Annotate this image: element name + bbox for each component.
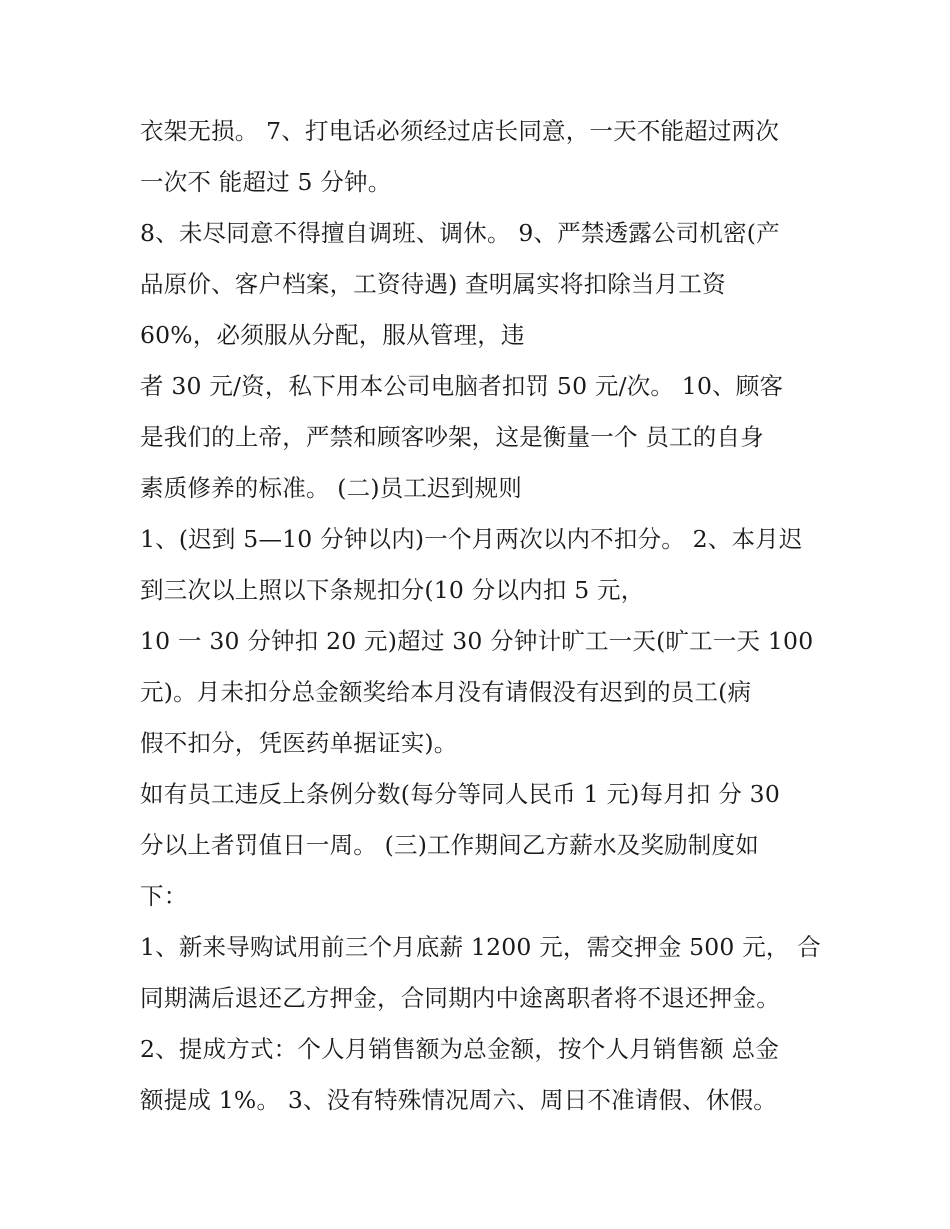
text-line: 素质修养的标准。 (二)员工迟到规则: [140, 474, 522, 502]
text-line: 1、(迟到 5—10 分钟以内)一个月两次以内不扣分。 2、本月迟: [140, 525, 803, 553]
text-line: 是我们的上帝，严禁和顾客吵架，这是衡量一个 员工的自身: [140, 423, 764, 451]
text-line: 2、提成方式：个人月销售额为总金额，按个人月销售额 总金: [140, 1035, 780, 1063]
text-line: 60%，必须服从分配，服从管理，违: [140, 321, 525, 349]
text-line: 一次不 能超过 5 分钟。: [140, 168, 392, 196]
text-line: 元)。月未扣分总金额奖给本月没有请假没有迟到的员工(病: [140, 678, 752, 706]
text-line: 假不扣分，凭医药单据证实)。: [140, 729, 458, 757]
text-line: 同期满后退还乙方押金，合同期内中途离职者将不退还押金。: [140, 984, 780, 1012]
text-line: 到三次以上照以下条规扣分(10 分以内扣 5 元，: [140, 576, 645, 604]
text-line: 品原价、客户档案，工资待遇) 查明属实将扣除当月工资: [140, 270, 726, 298]
text-line: 1、新来导购试用前三个月底薪 1200 元，需交押金 500 元， 合: [140, 933, 821, 961]
text-line: 额提成 1%。 3、没有特殊情况周六、周日不准请假、休假。: [140, 1086, 777, 1114]
text-line: 如有员工违反上条例分数(每分等同人民币 1 元)每月扣 分 30: [140, 780, 780, 808]
body-text: [140, 106, 820, 1126]
text-line: 衣架无损。 7、打电话必须经过店长同意，一天不能超过两次: [140, 117, 780, 145]
text-line: 8、未尽同意不得擅自调班、调休。 9、严禁透露公司机密(产: [140, 219, 780, 247]
text-line: 分以上者罚值日一周。 (三)工作期间乙方薪水及奖励制度如: [140, 831, 759, 859]
text-line: 者 30 元/资，私下用本公司电脑者扣罚 50 元/次。 10、顾客: [140, 372, 784, 400]
text-line: 10 一 30 分钟扣 20 元)超过 30 分钟计旷工一天(旷工一天 100: [140, 627, 814, 655]
text-line: 下：: [140, 882, 188, 910]
